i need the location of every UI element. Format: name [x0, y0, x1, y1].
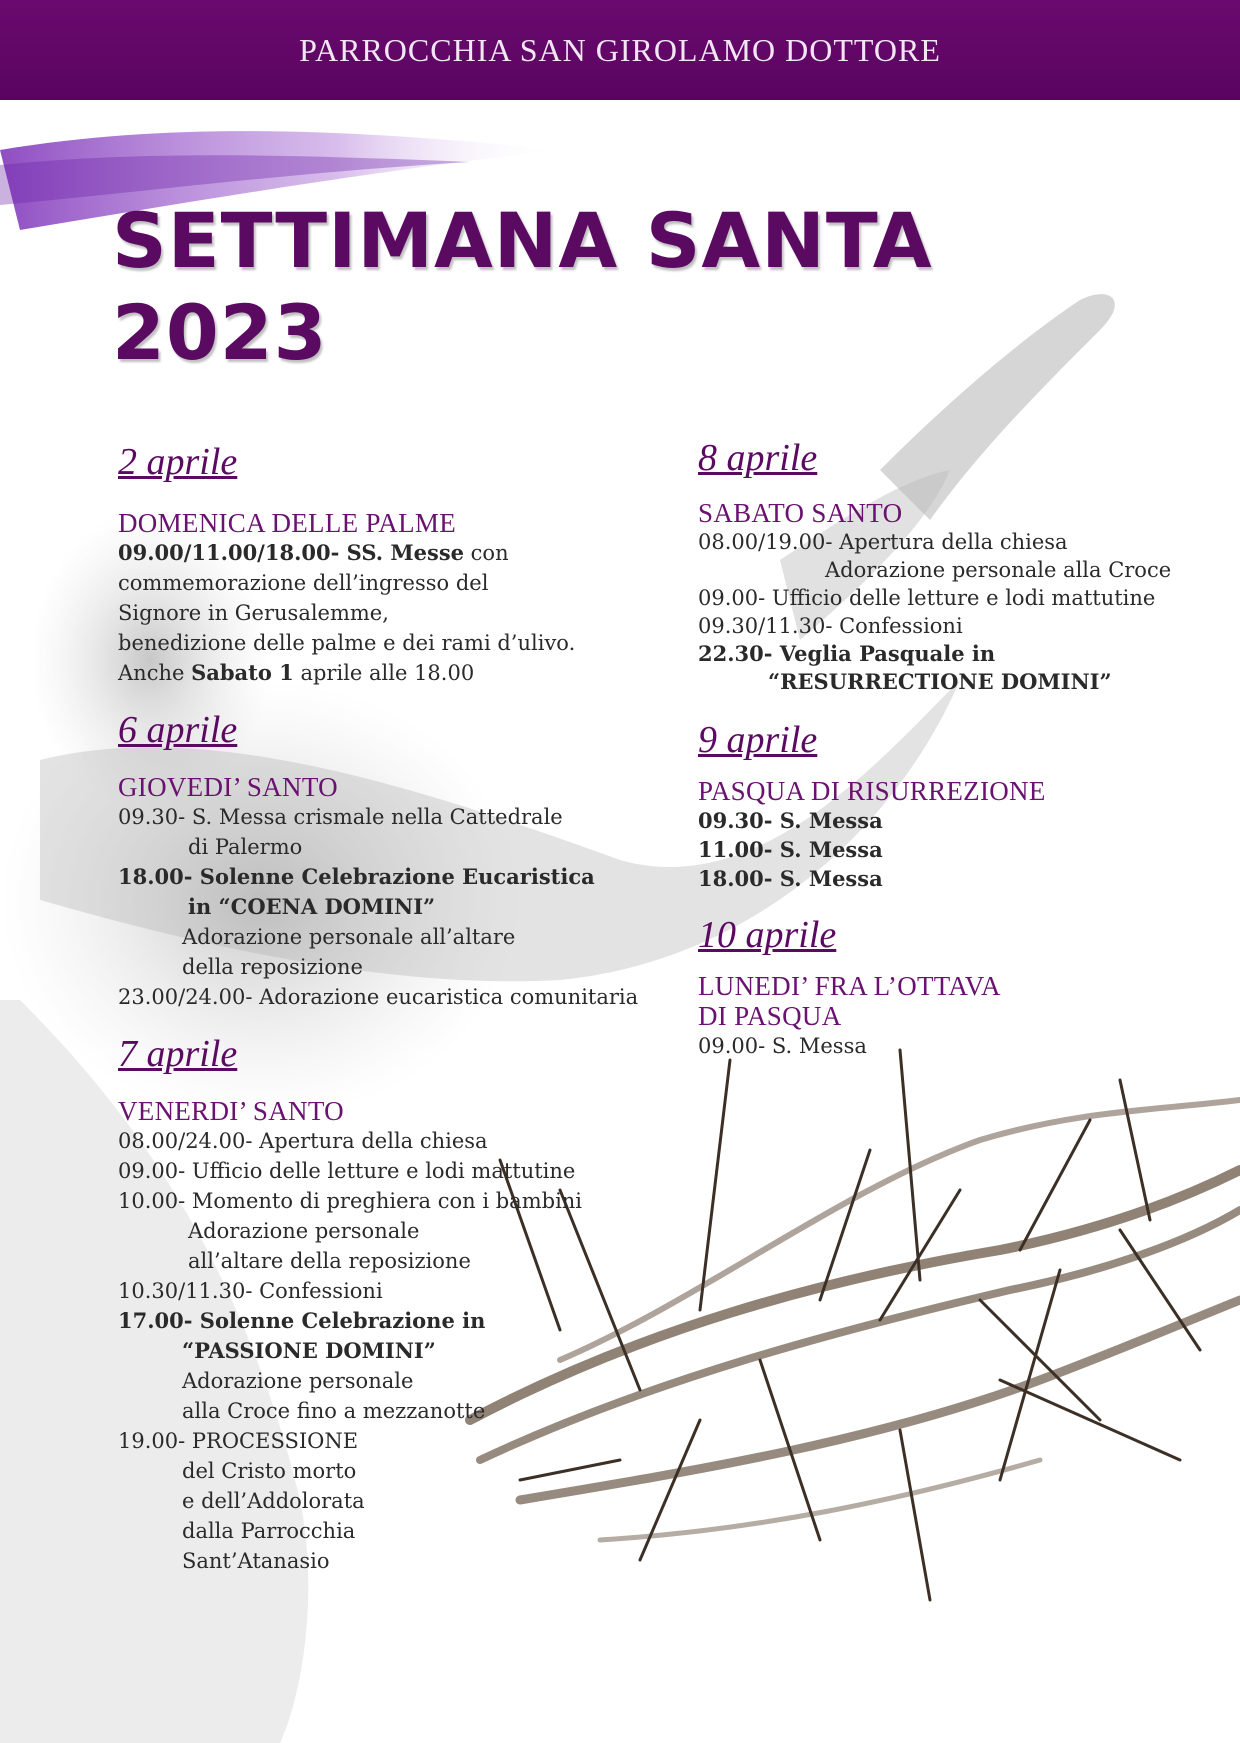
schedule-line: 09.00- S. Messa — [698, 1034, 867, 1058]
day-8-april — [698, 436, 1172, 696]
day-7-april — [118, 1032, 638, 1576]
schedule-line: 09.30- S. Messa — [698, 808, 883, 833]
right-column — [698, 436, 1172, 1061]
schedule-text: Anche — [118, 661, 192, 685]
schedule-line: Signore in Gerusalemme, — [118, 601, 389, 625]
schedule-line: 09.30- S. Messa crismale nella Cattedrale — [118, 805, 563, 829]
schedule-line: Adorazione personale all’altare — [182, 925, 516, 949]
event-title: DOMENICA DELLE PALME — [118, 508, 457, 538]
parish-name: PARROCCHIA SAN GIROLAMO DOTTORE — [299, 31, 941, 68]
schedule-line: Sant’Atanasio — [182, 1549, 330, 1573]
page-title — [112, 195, 933, 379]
schedule-time: 09.00/11.00/18.00- SS. Messe — [118, 540, 464, 565]
date-heading: 10 aprile — [698, 914, 837, 956]
schedule-line: Adorazione personale — [182, 1369, 414, 1393]
schedule-line: in “COENA DOMINI” — [188, 894, 436, 919]
schedule-line: 10.30/11.30- Confessioni — [118, 1279, 383, 1303]
header-band — [0, 0, 1240, 100]
schedule-line: Adorazione personale alla Croce — [825, 558, 1172, 582]
schedule-line: del Cristo morto — [182, 1459, 357, 1483]
schedule-line: di Palermo — [188, 835, 303, 859]
schedule-line: “RESURRECTIONE DOMINI” — [768, 669, 1112, 694]
title-line1: SETTIMANA SANTA — [112, 196, 933, 285]
event-title: LUNEDI’ FRA L’OTTAVA — [698, 971, 1001, 1001]
schedule-line: all’altare della reposizione — [188, 1249, 471, 1273]
date-heading: 7 aprile — [118, 1033, 238, 1075]
schedule-line: 19.00- PROCESSIONE — [118, 1429, 359, 1453]
schedule-line: 10.00- Momento di preghiera con i bambini — [118, 1189, 583, 1213]
schedule-line: 22.30- Veglia Pasquale in — [698, 641, 996, 666]
schedule-line: 18.00- S. Messa — [698, 866, 883, 891]
day-9-april — [698, 718, 1168, 893]
schedule-line: 09.00- Ufficio delle letture e lodi mattutine — [698, 586, 1156, 610]
schedule-line: 08.00/24.00- Apertura della chiesa — [118, 1129, 488, 1153]
schedule-line: 18.00- Solenne Celebrazione Eucaristica — [118, 864, 595, 889]
schedule-line: “PASSIONE DOMINI” — [182, 1338, 436, 1363]
schedule-line: benedizione delle palme e dei rami d’ulivo. — [118, 631, 576, 655]
event-title-cont: DI PASQUA — [698, 1001, 842, 1031]
schedule-line: Adorazione personale — [188, 1219, 420, 1243]
schedule-line: commemorazione dell’ingresso del — [118, 571, 489, 595]
event-title: VENERDI’ SANTO — [118, 1096, 344, 1126]
date-heading: 9 aprile — [698, 719, 818, 761]
schedule-line: 09.00- Ufficio delle letture e lodi mattutine — [118, 1159, 576, 1183]
date-heading: 8 aprile — [698, 437, 818, 479]
schedule-line: 17.00- Solenne Celebrazione in — [118, 1308, 486, 1333]
date-heading: 6 aprile — [118, 709, 238, 751]
schedule-bold: Sabato 1 — [191, 660, 294, 685]
event-title: GIOVEDI’ SANTO — [118, 772, 338, 802]
schedule-line: 09.30/11.30- Confessioni — [698, 614, 963, 638]
schedule-line: 11.00- S. Messa — [698, 837, 883, 862]
schedule-line: 23.00/24.00- Adorazione eucaristica comunitaria — [118, 985, 639, 1009]
left-column — [118, 440, 638, 1576]
schedule-text: con — [464, 541, 509, 565]
schedule-line: dalla Parrocchia — [182, 1519, 356, 1543]
title-year: 2023 — [112, 288, 328, 377]
event-title: SABATO SANTO — [698, 498, 903, 528]
event-title: PASQUA DI RISURREZIONE — [698, 776, 1046, 806]
schedule-line: 08.00/19.00- Apertura della chiesa — [698, 530, 1068, 554]
day-10-april — [698, 913, 1168, 1061]
schedule-line: e dell’Addolorata — [182, 1489, 365, 1513]
schedule-line: della reposizione — [182, 955, 363, 979]
date-heading: 2 aprile — [118, 441, 238, 483]
schedule-line: alla Croce fino a mezzanotte — [182, 1399, 486, 1423]
day-6-april — [118, 708, 638, 1012]
schedule-text: aprile alle 18.00 — [293, 661, 475, 685]
day-2-april — [118, 440, 638, 688]
